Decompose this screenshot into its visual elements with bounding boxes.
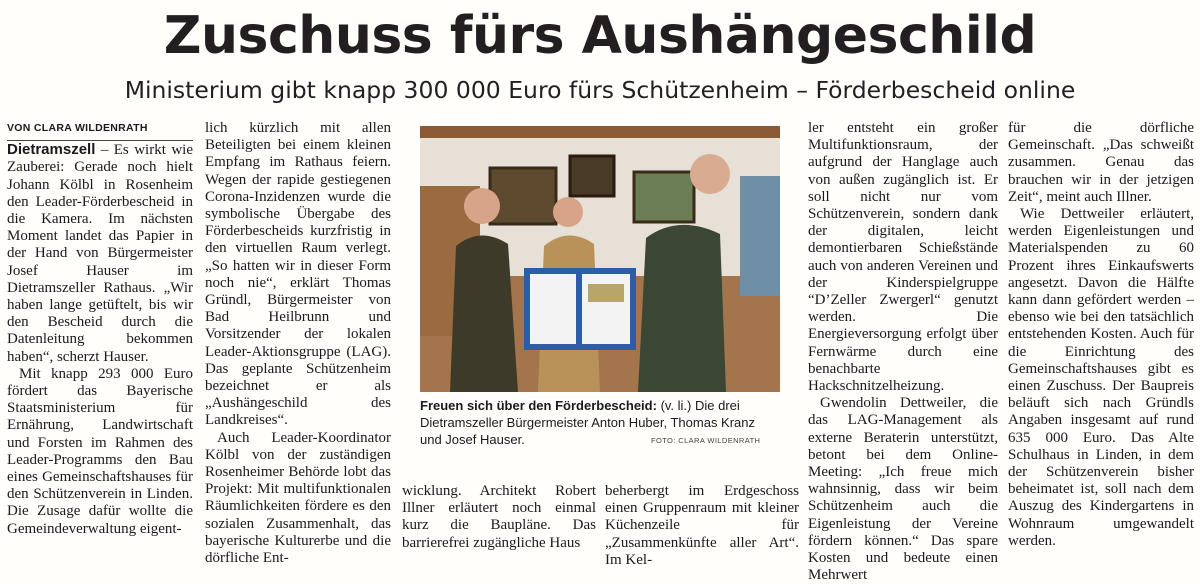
paragraph: Auch Leader-Koordinator Kölbl von der zuständigen Rosenheimer Behörde lobt das Projekt: Mit multifunktionalen Räumlichkeiten fördere es den sozialen Zusammenhalt, das bayerische Kulturerbe und die dörfliche Ent-: [205, 429, 391, 567]
caption-text: (v. li.) Die drei Dietramszeller Bürgermeister Anton Huber, Thomas Kranz und Josef Hauser.: [420, 398, 756, 447]
article-column-2: [205, 120, 391, 567]
paragraph: ler entsteht ein großer Multifunktionsraum, der aufgrund der Hanglage auch von außen zugänglich ist. Er soll nicht nur vom Schützenverein, sondern dank der digitalen, leicht demontierbaren Schießstände auch von anderen Vereinen und der Kinderspielgruppe “D’Zeller Zwergerl“ genutzt werden. Die Energieversorgung erfolgt über Fernwärme durch eine benachbarte Hackschnitzelheizung.: [808, 120, 998, 395]
article-column-4: [605, 483, 799, 569]
article-column-5: [808, 120, 998, 584]
paragraph-text: – Es wirkt wie Zauberei: Gerade noch hielt Johann Kölbl in Rosenheim den Leader-Förderbescheid in die Kamera. Im nächsten Moment landet das Papier in der Hand von Bürgermeister Josef Hauser im Dietramszeller Rathaus. „Wir haben lange getüftelt, bis wir den Bescheid durch die Datenleitung bekommen haben“, scherzt Hauser.: [7, 142, 193, 365]
caption-title: Freuen sich über den Förderbescheid:: [420, 398, 657, 413]
paragraph: Wie Dettweiler erläutert, werden Eigenleistungen und Materialspenden zu 60 Prozent ihres Einkaufswerts angesetzt. Davon die Hälfte kann dann gefördert werden – ebenso wie bei den tatsächlich entstehenden Kosten. Auch für die Einrichtung des Gemeinschaftshauses gibt es einen Zuschuss. Der Baupreis beläuft sich nach Gründls Angaben insgesamt auf rund 635 000 Euro. Das Alte Schulhaus in Linden, in dem der Schützenverein bisher beheimatet ist, soll nach dem Auszug des Kindergartens in Wohnraum umgewandelt werden.: [1008, 206, 1194, 549]
photo-illustration: [420, 126, 780, 392]
photo-credit: FOTO: CLARA WILDENRATH: [651, 436, 761, 445]
article-column-1: [7, 120, 193, 538]
article-column-3: [402, 483, 596, 552]
paragraph: Mit knapp 293 000 Euro fördert das Bayerische Staatsministerium für Ernährung, Landwirtschaft und Forsten im Rahmen des Leader-Programms den Bau eines Gemeinschaftshauses für den Schützenverein in Linden. Die Zusage dafür wollte die Gemeindeverwaltung eigent-: [7, 365, 193, 537]
paragraph: lich kürzlich mit allen Beteiligten bei einem kleinen Empfang im Rathaus feiern. Wegen der rapide gestiegenen Corona-Inzidenzen wurde die symbolische Übergabe des Förderbescheids kurzfristig in den virtuellen Raum verlegt. „So hatten wir in dieser Form noch nie“, erklärt Thomas Gründl, Bürgermeister von Bad Heilbrunn und Vorsitzender der lokalen Leader-Aktionsgruppe (LAG). Das geplante Schützenheim bezeichnet er als „Aushängeschild des Landkreises“.: [205, 120, 391, 429]
article-column-6: [1008, 120, 1194, 550]
paragraph: für die dörfliche Gemeinschaft. „Das schweißt zusammen. Genau das brauchen wir in der jetzigen Zeit“, meint auch Illner.: [1008, 120, 1194, 205]
byline: VON CLARA WILDENRATH: [7, 120, 193, 141]
subheadline: Ministerium gibt knapp 300 000 Euro fürs Schützenheim – Förderbescheid online: [124, 76, 1076, 104]
headline: Zuschuss fürs Aushängeschild: [163, 6, 1037, 66]
paragraph: Gwendolin Dettweiler, die das LAG-Management als externe Beraterin unterstützt, betont bei dem Online-Meeting: „Ich freue mich wahnsinnig, dass wir beim Schützenheim auch die Eigenleistung der Vereine fördern können.“ Das spare Kosten und bedeute einen Mehrwert: [808, 395, 998, 584]
dateline: Dietramszell: [7, 141, 96, 159]
article-photo: [420, 126, 780, 392]
paragraph: wicklung. Architekt Robert Illner erläutert noch einmal kurz die Baupläne. Das barrierefrei zugängliche Haus: [402, 483, 596, 551]
paragraph: beherbergt im Erdgeschoss einen Gruppenraum mit kleiner Küchenzeile für „Zusammenkünfte aller Art“. Im Kel-: [605, 483, 799, 568]
paragraph: [7, 141, 193, 366]
